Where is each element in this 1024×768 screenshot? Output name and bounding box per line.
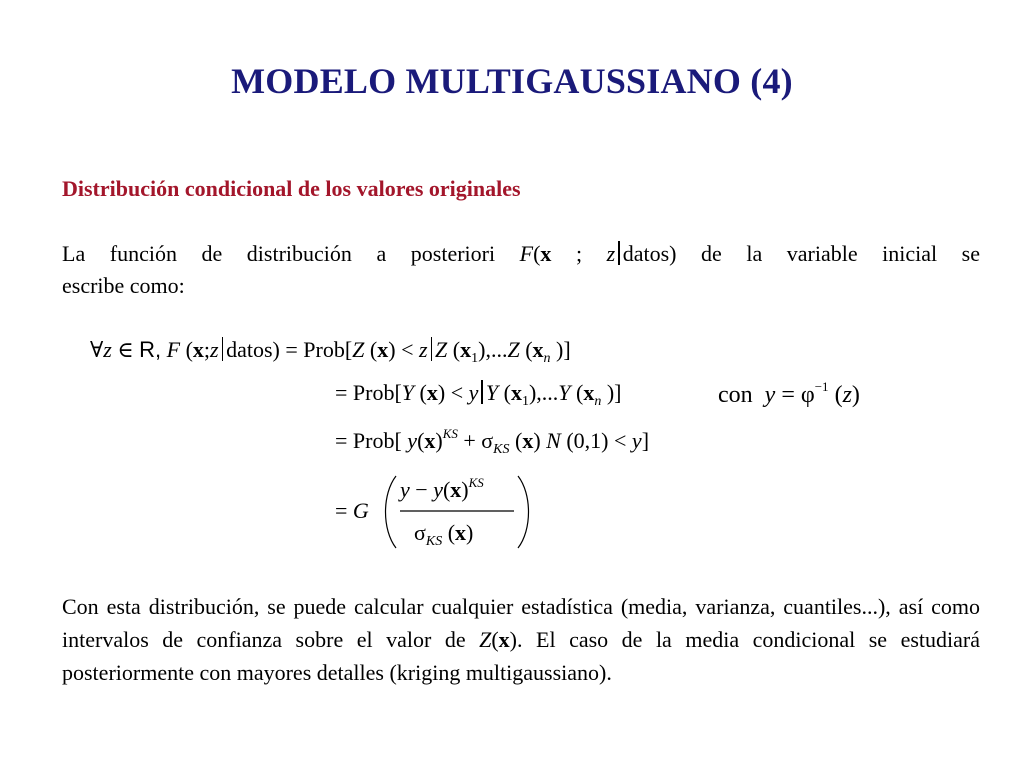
closing-paragraph: Con esta distribución, se puede calcular cualquier estadística (media, varianza, cuantiles...), así como intervalos de confianza sobre el valor de Z(x). El caso de la media condicional se estudiará posteriormente con mayores detalles (kriging multigaussiano). <box>62 594 980 685</box>
equation-line-4: = G <box>335 498 369 523</box>
transform-definition: con $y = \varphi^{-1}$ (z) <box>718 379 860 408</box>
conditional-bar <box>618 241 620 265</box>
slide-title: MODELO MULTIGAUSSIANO (4) <box>231 61 793 101</box>
equation-line-3: = Prob[ $y(x)^{KS} + \sigma_{KS}$ (x) N (0,1) < y] <box>335 426 650 457</box>
equation-line-2: = Prob[Y (x) < y Y $(x_1),...Y$ ($x_n$ )] <box>335 380 622 409</box>
section-subtitle: Distribución condicional de los valores originales <box>62 176 521 201</box>
fraction-denominator: $\sigma_{KS}$ (x) <box>414 520 474 549</box>
equation-line-1: ∀z ∈ R, F (x;z datos) = Prob[Z (x) < z Z $(x_1),...Z$ ($x_n$ )] <box>90 337 571 366</box>
fraction-numerator: $y - y(x)^{KS}$ <box>400 475 484 502</box>
intro-paragraph: La función de distribución a posteriori F(x ; z datos) de la variable inicial se escribe como: <box>62 241 980 298</box>
